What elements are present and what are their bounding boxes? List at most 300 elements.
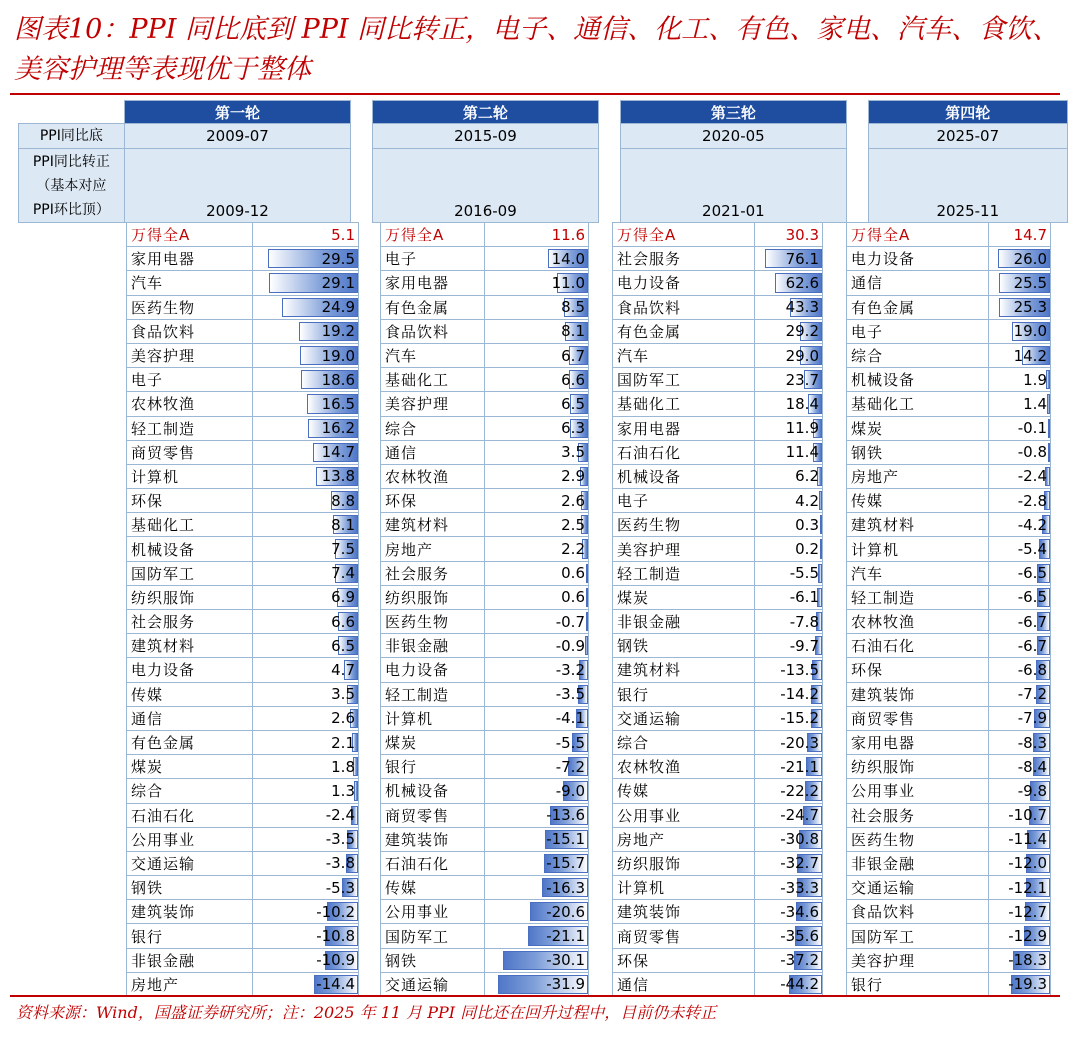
sector-name: 纺织服饰 [847,755,989,779]
sector-row [381,658,589,682]
sector-return-cell [755,803,823,827]
sector-row [127,464,359,488]
sector-return-cell [485,416,589,440]
sector-return-cell [253,295,359,319]
sector-row [847,295,1051,319]
sector-return-value: 7.4 [331,564,355,583]
sector-return-value: 25.5 [1013,273,1047,292]
sector-row [613,610,823,634]
sector-return-cell [485,585,589,609]
sector-name: 综合 [847,343,989,367]
sector-return-cell [755,464,823,488]
sector-return-cell [755,392,823,416]
sector-name: 国防军工 [613,368,755,392]
sector-return-cell [485,900,589,924]
index-row [127,223,359,247]
sector-return-value: -44.2 [780,975,819,994]
round-name-row [19,101,1068,124]
sector-return-value: -22.2 [780,781,819,800]
sector-row [613,416,823,440]
sector-return-cell [989,585,1051,609]
sector-return-cell [755,706,823,730]
sector-return-cell [989,561,1051,585]
index-name: 万得全A [847,223,989,247]
sector-return-cell [755,924,823,948]
return-bar [1048,443,1050,462]
index-name: 万得全A [127,223,253,247]
sector-return-value: -4.1 [555,709,585,728]
round-2-header: 第二轮 [372,101,599,124]
sector-return-value: -13.6 [546,806,585,825]
sector-name: 计算机 [381,706,485,730]
sector-name: 机械设备 [381,779,485,803]
ppi-positive-label-line2: （基本对应 [36,177,107,194]
sector-return-value: -12.1 [1008,878,1047,897]
sector-name: 建筑装饰 [613,900,755,924]
index-name: 万得全A [381,223,485,247]
sector-name: 石油石化 [381,851,485,875]
sector-row [847,706,1051,730]
sector-return-cell [485,706,589,730]
sector-name: 商贸零售 [127,440,253,464]
sector-return-value: -8.3 [1017,733,1047,752]
sector-return-cell [989,440,1051,464]
sector-row [613,706,823,730]
sector-row [847,779,1051,803]
sector-row [847,416,1051,440]
sector-row [127,755,359,779]
sector-row [613,343,823,367]
sector-return-value: -3.5 [555,685,585,704]
sector-return-cell [989,803,1051,827]
sector-name: 通信 [127,706,253,730]
sector-return-value: 43.3 [785,298,819,317]
sector-return-value: 6.5 [561,394,585,413]
sector-row [127,585,359,609]
sector-return-value: -14.2 [780,685,819,704]
sector-name: 有色金属 [613,319,755,343]
sector-return-cell [485,610,589,634]
sector-return-cell [253,537,359,561]
sector-return-value: -12.7 [1008,902,1047,921]
sector-return-cell [485,658,589,682]
sector-name: 公用事业 [381,900,485,924]
sector-return-cell [755,440,823,464]
sector-name: 商贸零售 [381,803,485,827]
sector-return-value: -0.1 [1017,419,1047,438]
sector-name: 商贸零售 [613,924,755,948]
sector-return-cell [485,779,589,803]
sector-row [127,416,359,440]
sector-return-cell [485,803,589,827]
top-rule [10,93,1060,95]
sector-name: 电力设备 [127,658,253,682]
round-1-positive-date: 2009-12 [124,149,351,223]
sector-name: 传媒 [613,779,755,803]
sector-row [613,851,823,875]
index-return-value: 30.3 [785,225,819,244]
sector-name: 国防军工 [381,924,485,948]
sector-return-value: 6.6 [561,370,585,389]
sector-row [613,972,823,996]
sector-return-value: -12.9 [1008,927,1047,946]
sector-name: 食品饮料 [613,295,755,319]
sector-name: 美容护理 [381,392,485,416]
sector-row [613,585,823,609]
sector-return-value: -14.4 [316,975,355,994]
sector-return-cell [989,658,1051,682]
sector-row [381,585,589,609]
sector-return-cell [253,440,359,464]
sector-row [127,730,359,754]
sector-row [127,706,359,730]
sector-return-value: 3.5 [331,685,355,704]
sector-name: 建筑装饰 [127,900,253,924]
sector-name: 石油石化 [847,634,989,658]
gap-cell [847,124,868,149]
sector-row [127,295,359,319]
sector-return-value: 2.1 [331,733,355,752]
sector-return-cell [253,247,359,271]
sector-row [127,972,359,996]
sector-row [613,682,823,706]
sector-row [127,343,359,367]
sector-name: 食品饮料 [847,900,989,924]
sector-name: 房地产 [381,537,485,561]
sector-name: 建筑材料 [613,658,755,682]
sector-row [613,803,823,827]
sector-name: 电力设备 [613,271,755,295]
sector-return-cell [253,368,359,392]
sector-row [127,851,359,875]
sector-name: 计算机 [613,876,755,900]
index-return-value: 11.6 [551,225,585,244]
sector-return-cell [989,343,1051,367]
round-2-returns-table [380,222,589,997]
sector-name: 钢铁 [847,440,989,464]
sector-return-value: -18.3 [1008,951,1047,970]
sector-name: 美容护理 [127,343,253,367]
sector-name: 银行 [847,972,989,996]
sector-name: 食品饮料 [127,319,253,343]
sector-row [127,368,359,392]
sector-return-value: 13.8 [321,467,355,486]
sector-return-cell [755,658,823,682]
sector-return-cell [989,779,1051,803]
sector-return-value: -20.3 [780,733,819,752]
sector-row [127,827,359,851]
sector-row [381,537,589,561]
sector-return-cell [485,561,589,585]
sector-return-cell [485,392,589,416]
sector-return-value: 23.7 [785,370,819,389]
sector-return-value: -7.9 [1017,709,1047,728]
sector-return-cell [755,368,823,392]
sector-row [847,851,1051,875]
sector-name: 通信 [847,271,989,295]
sector-row [381,392,589,416]
sector-return-value: -10.8 [316,927,355,946]
sector-row [613,634,823,658]
sector-return-cell [755,900,823,924]
round-3-header: 第三轮 [620,101,847,124]
sector-row [847,755,1051,779]
sector-row [127,537,359,561]
sector-return-value: 2.6 [561,491,585,510]
sector-name: 煤炭 [127,755,253,779]
sector-name: 汽车 [127,271,253,295]
sector-return-cell [485,827,589,851]
sector-return-cell [755,851,823,875]
sector-name: 医药生物 [127,295,253,319]
sector-row [613,924,823,948]
sector-name: 建筑装饰 [847,682,989,706]
sector-return-cell [253,730,359,754]
ppi-positive-label-line3: PPI环比顶） [32,201,110,218]
sector-row [381,924,589,948]
ppi-bottom-label: PPI同比底 [19,124,125,149]
sector-row [381,948,589,972]
sector-name: 汽车 [847,561,989,585]
gap-cell [351,124,372,149]
sector-return-value: -20.6 [546,902,585,921]
sector-return-value: -19.3 [1008,975,1047,994]
sector-row [847,464,1051,488]
sector-return-value: 29.0 [785,346,819,365]
sector-return-cell [253,610,359,634]
sector-return-cell [253,851,359,875]
sector-return-cell [485,948,589,972]
sector-return-cell [755,948,823,972]
sector-return-value: 19.0 [321,346,355,365]
sector-return-cell [253,803,359,827]
sector-return-value: -15.1 [546,830,585,849]
sector-return-value: -12.0 [1008,854,1047,873]
sector-row [381,561,589,585]
sector-return-cell [253,972,359,996]
sector-row [127,900,359,924]
sector-return-value: -6.8 [1017,660,1047,679]
sector-return-value: 2.6 [331,709,355,728]
sector-return-value: 4.7 [331,660,355,679]
sector-name: 通信 [613,972,755,996]
sector-row [381,682,589,706]
sector-name: 建筑材料 [127,634,253,658]
sector-row [381,247,589,271]
sector-name: 美容护理 [613,537,755,561]
sector-row [613,440,823,464]
sector-return-cell [485,319,589,343]
sector-return-cell [755,271,823,295]
sector-row [381,900,589,924]
sector-row [381,343,589,367]
sector-name: 电子 [613,489,755,513]
sector-return-cell [989,730,1051,754]
sector-return-cell [755,343,823,367]
sector-row [381,803,589,827]
sector-name: 交通运输 [127,851,253,875]
sector-row [127,610,359,634]
sector-return-cell [755,295,823,319]
sector-return-cell [989,537,1051,561]
sector-return-value: 1.8 [331,757,355,776]
sector-row [381,876,589,900]
sector-name: 国防军工 [127,561,253,585]
sector-row [847,634,1051,658]
sector-name: 综合 [127,779,253,803]
sector-name: 电子 [381,247,485,271]
sector-name: 交通运输 [847,876,989,900]
sector-return-cell [253,416,359,440]
sector-return-cell [989,513,1051,537]
sector-name: 环保 [613,948,755,972]
sector-return-cell [253,755,359,779]
sector-return-value: 14.2 [1013,346,1047,365]
sector-return-value: 6.2 [795,467,819,486]
sector-row [381,440,589,464]
sector-row [613,537,823,561]
sector-return-value: -4.2 [1017,515,1047,534]
sector-return-value: 14.7 [321,443,355,462]
source-note: 资料来源：Wind，国盛证券研究所；注：2025 年 11 月 PPI 同比还在回升过程中，目前仍未转正 [16,1003,717,1022]
sector-return-cell [485,972,589,996]
sector-row [613,948,823,972]
sector-name: 基础化工 [847,392,989,416]
sector-return-cell [253,876,359,900]
round-3-bottom-date: 2020-05 [620,124,847,149]
sector-return-value: 11.0 [551,273,585,292]
sector-return-cell [989,319,1051,343]
sector-name: 电力设备 [381,658,485,682]
sector-return-cell [485,730,589,754]
sector-row [127,876,359,900]
sector-return-cell [253,392,359,416]
sector-return-cell [755,610,823,634]
sector-return-value: 0.6 [561,564,585,583]
sector-return-value: -24.7 [780,806,819,825]
sector-return-value: -0.7 [555,612,585,631]
sector-name: 交通运输 [381,972,485,996]
sector-name: 非银金融 [847,851,989,875]
sector-return-value: -33.3 [780,878,819,897]
gap-cell [599,149,620,223]
sector-name: 纺织服饰 [613,851,755,875]
sector-return-value: 0.2 [795,540,819,559]
sector-return-value: -6.7 [1017,612,1047,631]
sector-return-cell [253,948,359,972]
sector-return-cell [989,706,1051,730]
sector-name: 社会服务 [847,803,989,827]
sector-name: 机械设备 [127,537,253,561]
sector-name: 家用电器 [381,271,485,295]
sector-return-cell [989,972,1051,996]
gap-cell [847,101,868,124]
sector-name: 食品饮料 [381,319,485,343]
sector-name: 公用事业 [613,803,755,827]
sector-return-cell [755,876,823,900]
bottom-rule [10,995,1060,997]
round-4-bottom-date: 2025-07 [868,124,1067,149]
sector-return-value: -5.3 [325,878,355,897]
sector-name: 纺织服饰 [381,585,485,609]
return-bar [819,491,822,510]
return-bar [820,539,822,558]
round-3-positive-date: 2021-01 [620,149,847,223]
sector-row [613,368,823,392]
sector-return-cell [989,634,1051,658]
sector-return-value: -2.8 [1017,491,1047,510]
sector-row [127,489,359,513]
sector-return-value: 14.0 [551,249,585,268]
sector-row [847,900,1051,924]
sector-name: 农林牧渔 [847,610,989,634]
sector-return-cell [485,271,589,295]
sector-name: 综合 [613,730,755,754]
sector-name: 环保 [847,658,989,682]
sector-name: 农林牧渔 [613,755,755,779]
sector-return-value: -10.2 [316,902,355,921]
sector-name: 家用电器 [127,247,253,271]
index-row [381,223,589,247]
sector-name: 机械设备 [847,368,989,392]
sector-return-cell [755,537,823,561]
sector-return-value: -5.5 [555,733,585,752]
sector-return-cell [485,755,589,779]
sector-return-value: 19.0 [1013,322,1047,341]
sector-row [381,827,589,851]
sector-name: 通信 [381,440,485,464]
sector-return-cell [989,948,1051,972]
sector-name: 医药生物 [381,610,485,634]
gap-cell [599,101,620,124]
sector-return-cell [989,851,1051,875]
sector-name: 计算机 [847,537,989,561]
sector-name: 煤炭 [613,585,755,609]
sector-row [381,779,589,803]
sector-name: 银行 [613,682,755,706]
sector-row [127,440,359,464]
sector-row [847,440,1051,464]
sector-return-value: -2.4 [325,806,355,825]
sector-name: 非银金融 [127,948,253,972]
sector-return-value: 0.6 [561,588,585,607]
sector-return-value: -10.7 [1008,806,1047,825]
sector-row [613,779,823,803]
round-4-header: 第四轮 [868,101,1067,124]
sector-row [381,972,589,996]
sector-return-cell [989,247,1051,271]
sector-row [613,295,823,319]
sector-return-value: 24.9 [321,298,355,317]
sector-row [847,537,1051,561]
sector-row [127,682,359,706]
sector-return-value: -0.9 [555,636,585,655]
sector-return-value: -6.5 [1017,588,1047,607]
sector-return-cell [485,440,589,464]
sector-return-cell [755,972,823,996]
sector-return-cell [253,779,359,803]
return-bar [586,564,588,583]
sector-return-value: 8.5 [561,298,585,317]
sector-return-value: 26.0 [1013,249,1047,268]
sector-row [847,948,1051,972]
sector-return-cell [485,851,589,875]
sector-return-cell [253,827,359,851]
sector-return-value: -2.4 [1017,467,1047,486]
sector-return-value: 6.3 [561,419,585,438]
sector-name: 石油石化 [613,440,755,464]
sector-return-cell [485,464,589,488]
